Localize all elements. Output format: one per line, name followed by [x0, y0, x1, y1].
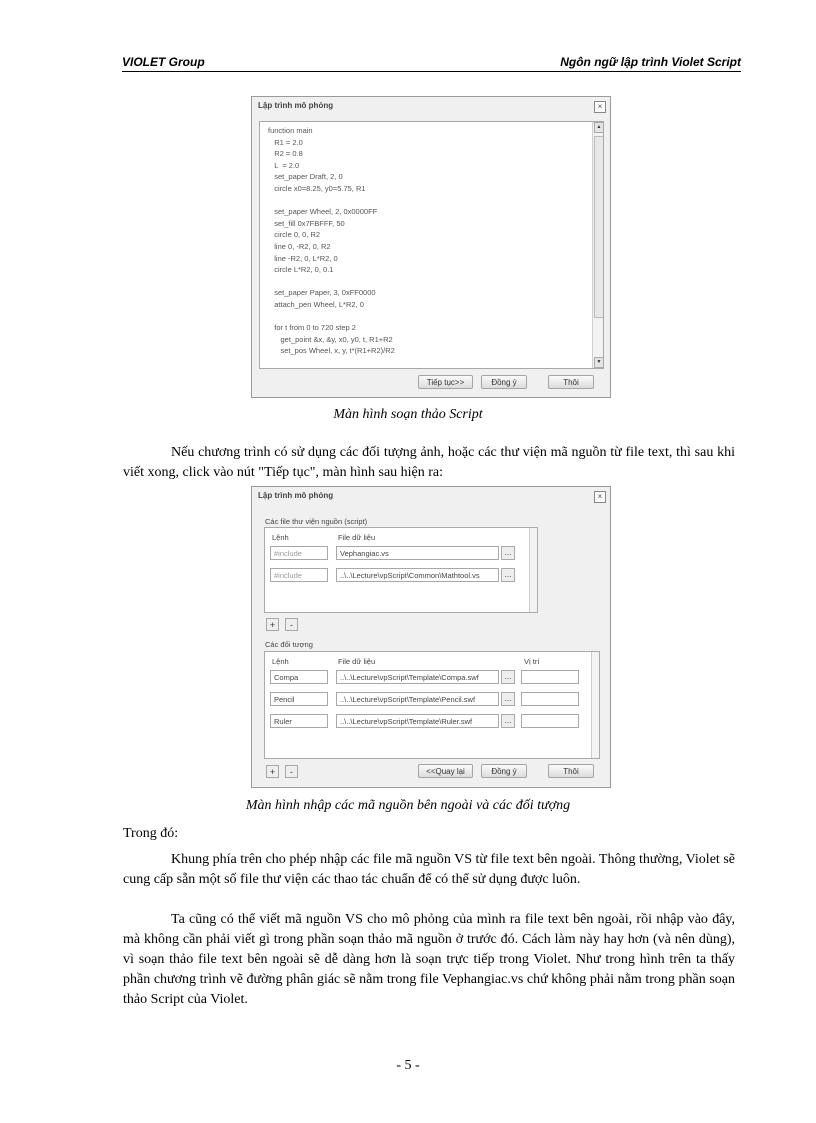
code-line: for t from 0 to 720 step 2 — [268, 323, 356, 333]
code-line: line 0, -R2, 0, R2 — [268, 242, 331, 251]
code-line: R1 = 2.0 — [268, 137, 303, 147]
code-line: circle 0, 0, R2 — [268, 230, 321, 240]
object-position-field[interactable] — [521, 670, 579, 684]
ok-button[interactable]: Đồng ý — [481, 375, 527, 389]
header-right: Ngôn ngữ lập trình Violet Script — [560, 55, 741, 69]
header-left: VIOLET Group — [122, 55, 205, 69]
sources-dialog — [251, 486, 611, 788]
objects-file-header: File dữ liệu — [338, 657, 376, 666]
caption-sources: Màn hình nhập các mã nguồn bên ngoài và các đối tượng — [245, 798, 571, 813]
lib-file-field[interactable]: Vephangiac.vs — [336, 546, 499, 560]
dialog-title: Lập trình mô phỏng — [258, 491, 334, 500]
back-button[interactable]: <<Quay lại — [418, 764, 473, 778]
cancel-button[interactable]: Thôi — [548, 375, 594, 389]
scroll-up-icon[interactable]: ▲ — [594, 122, 604, 133]
browse-button[interactable]: ... — [501, 670, 515, 684]
ok-button[interactable]: Đồng ý — [481, 764, 527, 778]
page-header — [122, 55, 741, 72]
caption-script-editor: Màn hình soạn thảo Script — [333, 407, 483, 422]
browse-button[interactable]: ... — [501, 568, 515, 582]
dialog-title: Lập trình mô phỏng — [258, 101, 334, 110]
remove-object-button[interactable]: - — [285, 765, 298, 778]
code-line: circle L*R2, 0, 0.1 — [268, 265, 334, 275]
libraries-group — [264, 527, 538, 613]
add-object-button[interactable]: + — [266, 765, 279, 778]
object-position-field[interactable] — [521, 714, 579, 728]
script-editor-dialog — [251, 96, 611, 398]
object-file-field[interactable]: ..\..\Lecture\vpScript\Template\Ruler.swf — [336, 714, 499, 728]
cancel-button[interactable]: Thôi — [548, 764, 594, 778]
code-line: get_point &x, &y, x0, y0, t, R1+R2 — [268, 334, 393, 344]
browse-button[interactable]: ... — [501, 692, 515, 706]
code-line: attach_pen Wheel, L*R2, 0 — [268, 300, 364, 309]
object-command-field[interactable]: Pencil — [270, 692, 328, 706]
libs-command-header: Lệnh — [272, 533, 289, 542]
code-line: set_pos Wheel, x, y, t*(R1+R2)/R2 — [268, 346, 395, 356]
code-line: L = 2.0 — [268, 160, 300, 170]
object-command-field[interactable]: Compa — [270, 670, 328, 684]
code-line: set_paper Draft, 2, 0 — [268, 172, 343, 182]
paragraph-upper-frame: Khung phía trên cho phép nhập các file mã nguồn VS từ file text bên ngoài. Thông thường, Violet sẽ cung cấp sẵn một số file thư viện các thao tác chuẩn để có thể sử dụng được luôn. — [123, 852, 735, 887]
libraries-group-label: Các file thư viện nguồn (script) — [265, 517, 368, 526]
code-line: line -R2, 0, L*R2, 0 — [268, 253, 338, 263]
page-number: - 5 - — [396, 1058, 420, 1073]
lib-file-field[interactable]: ..\..\Lecture\vpScript\Common\Mathtool.vs — [336, 568, 499, 582]
code-line: function main — [268, 126, 313, 135]
object-position-field[interactable] — [521, 692, 579, 706]
code-line: set_paper Wheel, 2, 0x0000FF — [268, 207, 378, 217]
object-file-field[interactable]: ..\..\Lecture\vpScript\Template\Pencil.swf — [336, 692, 499, 706]
code-line: circle x0=8.25, y0=5.75, R1 — [268, 184, 366, 193]
objects-scrollbar[interactable] — [591, 652, 599, 758]
object-command-field[interactable]: Ruler — [270, 714, 328, 728]
continue-button[interactable]: Tiếp tục>> — [418, 375, 473, 389]
scroll-down-icon[interactable]: ▼ — [594, 357, 604, 368]
scroll-thumb[interactable] — [594, 136, 604, 318]
libs-file-header: File dữ liệu — [338, 533, 376, 542]
code-line: R2 = 0.8 — [268, 149, 303, 159]
objects-group — [264, 651, 600, 759]
add-library-button[interactable]: + — [266, 618, 279, 631]
code-editor[interactable] — [259, 121, 604, 369]
browse-button[interactable]: ... — [501, 714, 515, 728]
code-line: set_fill 0x7FBFFF, 50 — [268, 218, 345, 228]
code-line: set_paper Paper, 3, 0xFF0000 — [268, 288, 376, 298]
object-file-field[interactable]: ..\..\Lecture\vpScript\Template\Compa.swf — [336, 670, 499, 684]
paragraph-external-source: Ta cũng có thể viết mã nguồn VS cho mô phỏng của mình ra file text bên ngoài, rồi nhập vào đây, mà không cần phải viết gì trong phần soạn thảo mã nguồn ở trước đó. Cách làm này hay hơn (và nên dùng), vì soạn thảo file text bên ngoài sẽ dễ dàng hơn là soạn trực tiếp trong Violet. Như trong hình trên ta thấy phần chương trình vẽ đường phân giác sẽ nằm trong file Vephangiac.vs chứ không phải nằm trong phần soạn thảo Script của Violet. — [123, 912, 735, 1007]
objects-group-label: Các đối tượng — [265, 640, 313, 649]
remove-library-button[interactable]: - — [285, 618, 298, 631]
close-icon[interactable]: × — [594, 491, 606, 503]
browse-button[interactable]: ... — [501, 546, 515, 560]
lib-command-field[interactable]: #include — [270, 568, 328, 582]
objects-position-header: Vị trí — [524, 657, 540, 666]
objects-command-header: Lệnh — [272, 657, 289, 666]
intro-label: Trong đó: — [123, 826, 179, 841]
paragraph-intro: Nếu chương trình có sử dụng các đối tượng ảnh, hoặc các thư viện mã nguồn từ file text, thì sau khi viết xong, click vào nút "Tiếp tục", màn hình sau hiện ra: — [123, 445, 735, 480]
code-scrollbar[interactable] — [592, 122, 603, 368]
lib-command-field[interactable]: #include — [270, 546, 328, 560]
libs-scrollbar[interactable] — [529, 528, 537, 612]
close-icon[interactable]: × — [594, 101, 606, 113]
